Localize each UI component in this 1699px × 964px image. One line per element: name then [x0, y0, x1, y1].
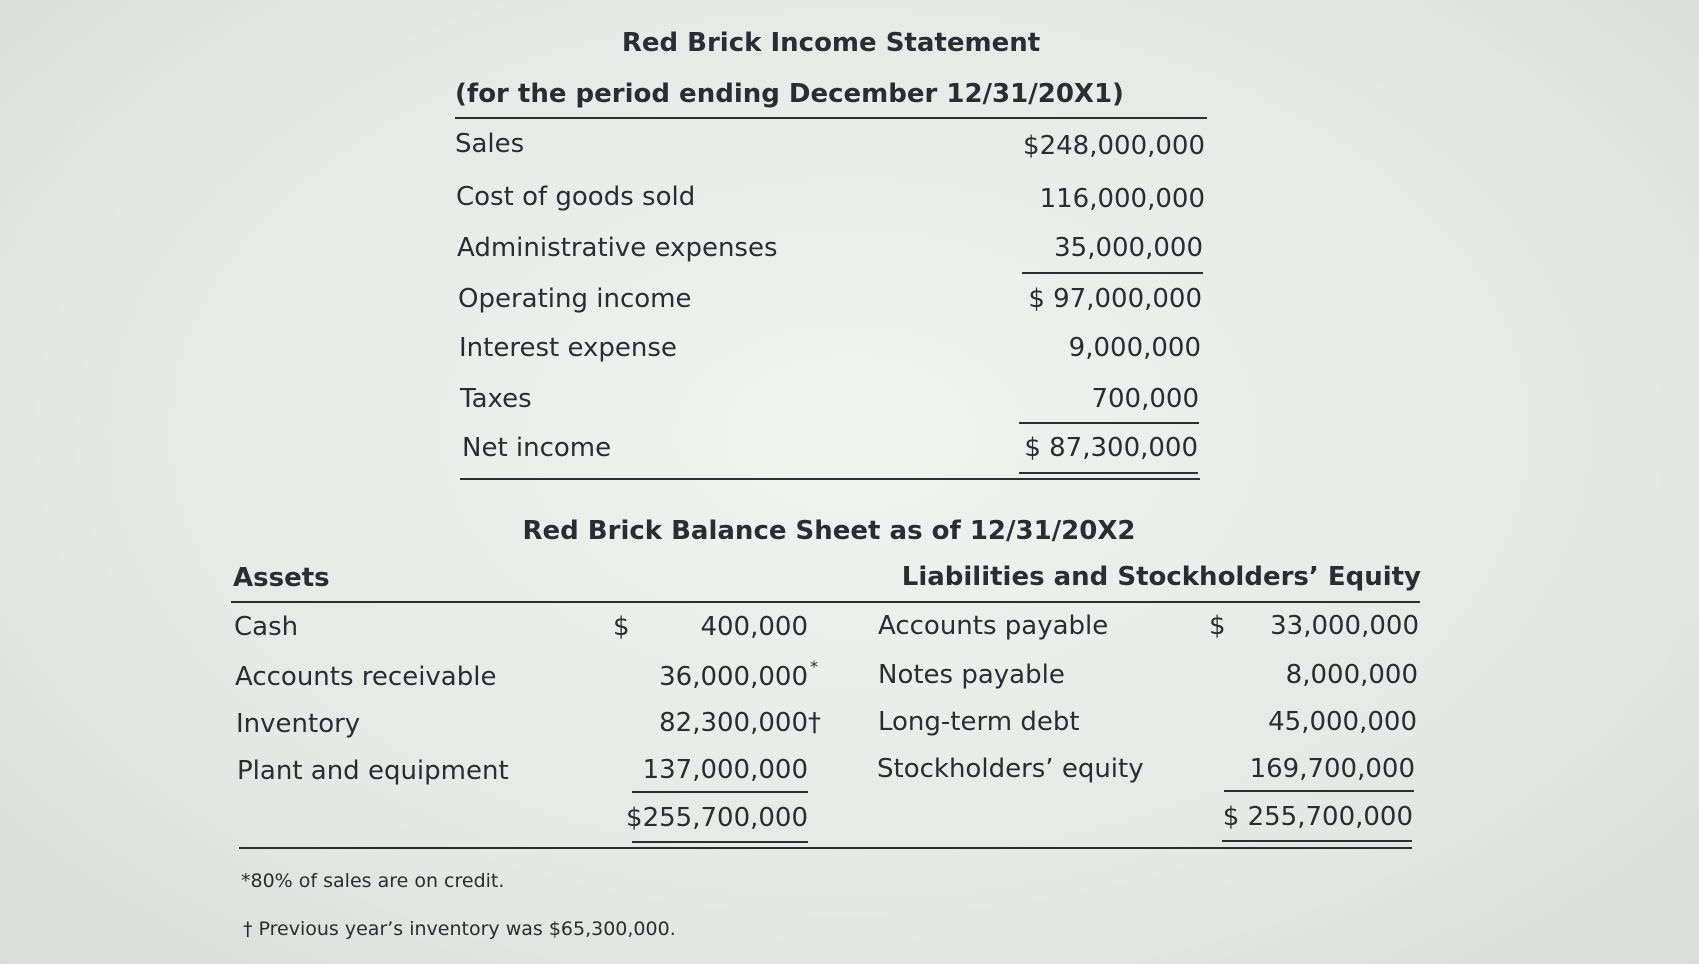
total-double-underline [1222, 840, 1412, 842]
row-label: Net income [462, 433, 612, 463]
asset-value: 36,000,000 [659, 662, 808, 692]
asset-label: Plant and equipment [237, 756, 509, 786]
liability-label: Notes payable [878, 660, 1065, 690]
row-value: $ 97,000,000 [1028, 284, 1202, 314]
liability-value: 169,700,000 [1249, 754, 1415, 784]
row-label: Cost of goods sold [456, 182, 696, 212]
row-value: 9,000,000 [1068, 333, 1201, 363]
footnote-mark: † [808, 708, 821, 738]
liabilities-header: Liabilities and Stockholders’ Equity [901, 562, 1421, 592]
asset-label: Cash [234, 612, 299, 642]
footnote-credit-sales: *80% of sales are on credit. [241, 870, 505, 892]
subtotal-underline [1022, 272, 1203, 274]
income-statement-subtitle: (for the period ending December 12/31/20X1) [455, 79, 1124, 109]
divider [455, 117, 1207, 119]
balance-sheet-title: Red Brick Balance Sheet as of 12/31/20X2 [522, 516, 1136, 546]
row-label: Administrative expenses [457, 233, 778, 263]
total-double-underline [632, 841, 808, 843]
footnote-mark: * [810, 657, 818, 676]
liability-currency: $ [1209, 611, 1226, 641]
assets-total: $255,700,000 [626, 803, 808, 833]
income-statement-title: Red Brick Income Statement [621, 28, 1041, 58]
liability-value: 33,000,000 [1270, 611, 1419, 641]
liability-label: Stockholders’ equity [877, 754, 1144, 784]
divider [460, 478, 1200, 480]
assets-header: Assets [233, 563, 330, 593]
footnote-previous-inventory: † Previous year’s inventory was $65,300,000. [243, 918, 676, 940]
asset-value: 400,000 [700, 612, 808, 642]
asset-label: Accounts receivable [235, 662, 497, 692]
liability-label: Accounts payable [878, 611, 1109, 641]
asset-value: 137,000,000 [642, 755, 808, 785]
subtotal-underline [632, 791, 808, 793]
row-value: 35,000,000 [1054, 233, 1203, 263]
row-label: Operating income [458, 284, 692, 314]
divider [231, 601, 1420, 603]
liability-label: Long-term debt [878, 707, 1080, 737]
row-value: 700,000 [1091, 384, 1199, 414]
total-double-underline [1019, 472, 1198, 474]
asset-label: Inventory [236, 709, 361, 739]
row-label: Sales [455, 129, 525, 159]
row-label: Taxes [460, 384, 532, 414]
liability-value: 45,000,000 [1268, 707, 1417, 737]
row-value: $ 87,300,000 [1024, 433, 1198, 463]
subtotal-underline [1224, 790, 1414, 792]
liabilities-total: $ 255,700,000 [1222, 802, 1413, 832]
subtotal-underline [1019, 422, 1199, 424]
row-value: 116,000,000 [1039, 184, 1205, 214]
row-label: Interest expense [459, 333, 677, 363]
liability-value: 8,000,000 [1285, 660, 1418, 690]
divider [239, 847, 1412, 849]
row-value: $248,000,000 [1023, 131, 1205, 161]
asset-value: 82,300,000 [659, 708, 808, 738]
asset-currency: $ [613, 612, 630, 642]
